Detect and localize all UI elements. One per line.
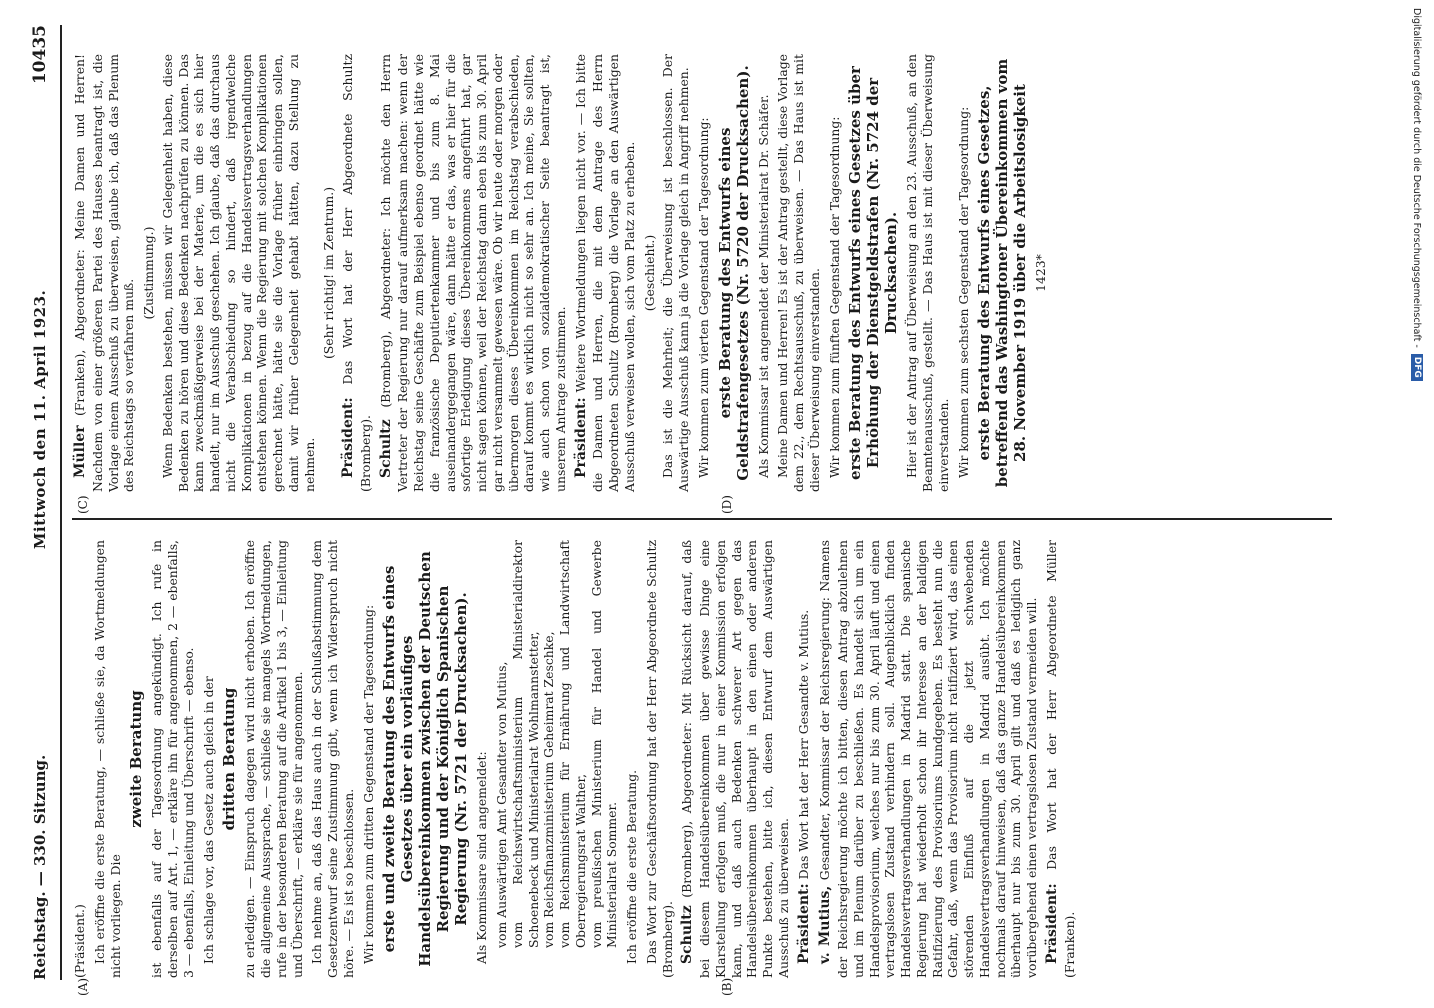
commissioner-list xyxy=(494,540,620,978)
paragraph: Meine Damen und Herren! Es ist der Antrag gestellt, diese Vorlage dem 22., dem Rechtsausschuß, zu überweisen. — Das Haus ist mit dieser Überweisung einverstanden. xyxy=(775,54,822,492)
list-item: vom Reichsfinanzministerium Geheimrat Zeschke, xyxy=(541,631,557,948)
interjection: (Zustimmung.) xyxy=(141,226,157,320)
left-column xyxy=(72,540,1081,978)
speech-paragraph xyxy=(573,54,638,492)
paragraph: Wir kommen zum vierten Gegenstand der Tagesordnung: xyxy=(695,117,711,478)
speech-paragraph xyxy=(1044,540,1078,978)
agenda-item-heading: erste und zweite Beratung des Entwurfs eines Gesetzes über ein vorläufiges Handelsübereinkommen zwischen der Deutschen Regierung und der Königlich Spanischen Regierung (Nr. 5721 der Drucksachen). xyxy=(380,551,471,967)
header-left: Reichstag. — 330. Sitzung. xyxy=(31,754,49,980)
list-item: vom Auswärtigen Amt Gesandter von Mutius, xyxy=(494,661,510,948)
interjection: (Sehr richtig! im Zentrum.) xyxy=(321,186,337,360)
speaker-name: Präsident: xyxy=(572,397,589,478)
speech-text: (Bromberg), Abgeordneter: Mit Rücksicht darauf, daß bei diesem Handelsübereinkommen über gewisse Dinge eine Klarstellung erfolgen muß, die nur in einer Kommission erfolgen kann, und daß auch Bedenken schwerer Art gegen das Handelsübereinkommen überhaupt in den einen oder anderen Punkte bestehen, bitte ich, diesen Entwurf dem Auswärtigen Ausschuß zu überweisen. xyxy=(679,540,791,978)
paragraph: (Präsident.) xyxy=(72,904,87,978)
speaker-name: Müller xyxy=(72,425,88,478)
paragraph: Wenn Bedenken bestehen, müssen wir Gelegenheit haben, diese Bedenken zu hören und diese Bedenken nachprüfen zu können. Das kann zweckmäßigerweise bei der Materie, um die es sich hier handelt, nur im Ausschuß geschehen. Ich glaube, daß das durchaus nicht die Verabschiedung so hindert, daß irgendwelche Komplikationen in bezug auf die Handelsvertragsverhandlungen entstehen können. Wenn die Regierung mit solchen Komplikationen gerechnet hätte, hätte sie die Vorlage früher einbringen sollen, damit wir früher Gelegenheit gehabt hätten, dazu Stellung zu nehmen. xyxy=(159,54,317,492)
speech-text: Weitere Wortmeldungen liegen nicht vor. — Ich bitte die Damen und Herren, die mit dem Antrage des Herrn Abgeordneten Schultz (Bromberg) die Vorlage an den Auswärtigen Ausschuß verweisen wollen, sich vom Platz zu erheben. xyxy=(572,54,637,492)
watermark xyxy=(1400,0,1434,1008)
marker-a: (A) xyxy=(76,977,90,996)
list-item: vom preußischen Ministerium für Handel und Gewerbe Ministerialrat Sommer. xyxy=(588,540,620,948)
paragraph: Wir kommen zum dritten Gegenstand der Tagesordnung: xyxy=(360,604,376,964)
paragraph: Ich eröffne die erste Beratung. xyxy=(624,769,640,964)
watermark-text: Digitalisierung gefördert durch die Deutsche Forschungsgemeinschaft - xyxy=(1411,8,1423,348)
right-column xyxy=(72,54,1052,492)
page-header xyxy=(30,25,62,980)
paragraph: Das ist die Mehrheit; die Überweisung ist beschlossen. Der Auswärtige Ausschuß kann ja die Vorlage gleich in Angriff nehmen. xyxy=(660,54,692,492)
paragraph: Wir kommen zum fünften Gegenstand der Tagesordnung: xyxy=(826,116,842,478)
speech-paragraph xyxy=(378,54,569,492)
page-number: 10435 xyxy=(30,25,50,85)
agenda-item-heading: erste Beratung des Entwurfs eines Geldstrafengesetzes (Nr. 5720 der Drucksachen). xyxy=(715,65,752,481)
speech-paragraph xyxy=(679,540,791,978)
speech-text: Das Wort hat der Herr Abgeordnete Schultz (Bromberg). xyxy=(340,54,373,492)
marker-b: (B) xyxy=(720,977,734,996)
speech-text: (Bromberg), Abgeordneter: Ich möchte den Herrn Vertreter der Regierung nur darauf aufmerksam machen: wenn der Reichstag seine Geschäfte zum Beispiel ebenso geordnet hätte wie die französische Deputiertenkammer und bis zum 8. Mai auseinandergegangen wäre, dann hätte er das, was er hier für die sofortige Erledigung dieses Übereinkommens angeführt hat, gar nicht sagen können, weil der Reichstag dann eben bis zum 30. April gar nicht versammelt gewesen wäre. Ob wir heute oder morgen oder übermorgen dieses Übereinkommen im Reichstag verabschieden, darauf kommt es wirklich nicht so sehr an. Ich meine, Sie sollten, wie auch schon von sozialdemokratischer Seite beantragt ist, unserem Antrage zustimmen. xyxy=(377,54,568,492)
digitization-sidebar xyxy=(1400,0,1434,1000)
paragraph: Als Kommissar ist angemeldet der Ministerialrat Dr. Schäfer. xyxy=(755,94,771,478)
interjection: 1423* xyxy=(1033,254,1049,292)
speech-text: (Franken), Abgeordneter: Meine Damen und Herren! Nachdem von einer größeren Partei des Hauses beantragt ist, die Vorlage einem Ausschuß zu überweisen, glaube ich, daß das Plenum des Reichstags so verfahren muß. xyxy=(72,54,137,492)
speaker-name: Schultz xyxy=(377,419,394,478)
paragraph: Ich eröffne die erste Beratung, — schließe sie, da Wortmeldungen nicht vorliegen. Die xyxy=(91,540,123,978)
agenda-item-heading: erste Beratung des Entwurfs eines Gesetzes über Erhöhung der Dienstgeldstrafen (Nr. 5724 der Drucksachen). xyxy=(846,66,901,480)
speaker-name: v. Mutius, xyxy=(817,885,834,964)
speech-text: Das Wort hat der Herr Abgeordnete Müller (Franken). xyxy=(1043,540,1077,978)
speech-text: Das Wort hat der Herr Gesandte v. Mutius. xyxy=(795,609,811,880)
paragraph: Ich nehme an, daß das Haus auch in der Schlußabstimmung dem Gesetzentwurf seine Zustimmung gibt, wenn ich Widerspruch nicht höre. — Es ist so beschlossen. xyxy=(309,540,356,978)
section-heading: zweite Beratung xyxy=(127,690,146,828)
speaker-name: Schultz xyxy=(679,905,696,964)
speech-paragraph xyxy=(796,540,814,978)
column-divider xyxy=(72,519,1332,521)
speaker-name: Präsident: xyxy=(340,397,357,478)
list-item: vom Reichswirtschaftsministerium Ministerialdirektor Schoenebeck und Ministerialrat Wohlmannstetter, xyxy=(509,540,541,948)
paragraph: Als Kommissare sind angemeldet: xyxy=(474,751,490,964)
marker-c: (C) xyxy=(76,495,90,514)
paragraph: Das Wort zur Geschäftsordnung hat der Herr Abgeordnete Schultz (Bromberg). xyxy=(643,540,675,978)
paragraph: ist ebenfalls auf der Tagesordnung angekündigt. Ich rufe in derselben auf Art. 1, — erkläre ihn für angenommen, 2 — ebenfalls, 3 — ebenfalls, Einleitung und Überschrift — ebenso. xyxy=(149,540,196,978)
speaker-name: Präsident: xyxy=(1043,883,1060,964)
paragraph: Hier ist der Antrag auf Überweisung an den 23. Ausschuß, an den Beamtenausschuß, gestellt. — Das Haus ist mit dieser Überweisung einverstanden. xyxy=(904,54,951,492)
paragraph: Wir kommen zum sechsten Gegenstand der Tagesordnung: xyxy=(955,106,971,478)
agenda-item-heading: erste Beratung des Entwurfs eines Gesetzes, betreffend das Washingtoner Übereinkommen vom 28. November 1919 über die Arbeitslosigkeit xyxy=(975,58,1030,488)
interjection: (Geschieht.) xyxy=(641,234,657,312)
section-heading: dritten Beratung xyxy=(220,687,239,831)
list-item: vom Reichsministerium für Ernährung und Landwirtschaft Oberregierungsrat Walther, xyxy=(557,540,588,948)
speaker-name: Präsident: xyxy=(795,883,812,964)
dfg-logo: DFG xyxy=(1411,354,1423,381)
header-title: Mittwoch den 11. April 1923. xyxy=(31,289,49,550)
speech-text: Gesandter, Kommissar der Reichsregierung: Namens der Reichsregierung möchte ich bitten, diesen Antrag abzulehnen und im Plenum darüber zu beschließen. Es handelt sich um ein Handelsprovisorium, welches nur bis zum 30. April läuft und einen vertragslosen Zustand verhindern soll. Augenblicklich finden Handelsvertragsverhandlungen in Madrid statt. Die spanische Regierung hat wiederholt schon ihr Interesse an der baldigen Ratifizierung des Provisoriums kundgegeben. Es besteht nun die Gefahr, daß, wenn das Provisorium nicht ratifiziert wird, das einen störenden Einfluß auf die jetzt schwebenden Handelsvertragsverhandlungen in Madrid ausübt. Ich möchte nochmals darauf hinweisen, daß das ganze Handelsübereinkommen überhaupt nur bis zum 30. April gilt und daß es lediglich ganz vorübergehend einen vertragslosen Zustand vermeiden will. xyxy=(817,540,1040,978)
speech-paragraph xyxy=(817,540,1040,978)
paragraph: Ich schlage vor, das Gesetz auch gleich in der xyxy=(200,676,216,964)
paragraph: zu erledigen. — Einspruch dagegen wird nicht erhoben. Ich eröffne die allgemeine Aussprache, — schließe sie mangels Wortmeldungen, rufe in der besonderen Beratung auf die Artikel 1 bis 3, — Einleitung und Überschrift, — erkläre sie für angenommen. xyxy=(242,540,305,978)
speech-paragraph xyxy=(340,54,374,492)
speech-paragraph xyxy=(72,54,137,492)
marker-d: (D) xyxy=(720,495,734,514)
